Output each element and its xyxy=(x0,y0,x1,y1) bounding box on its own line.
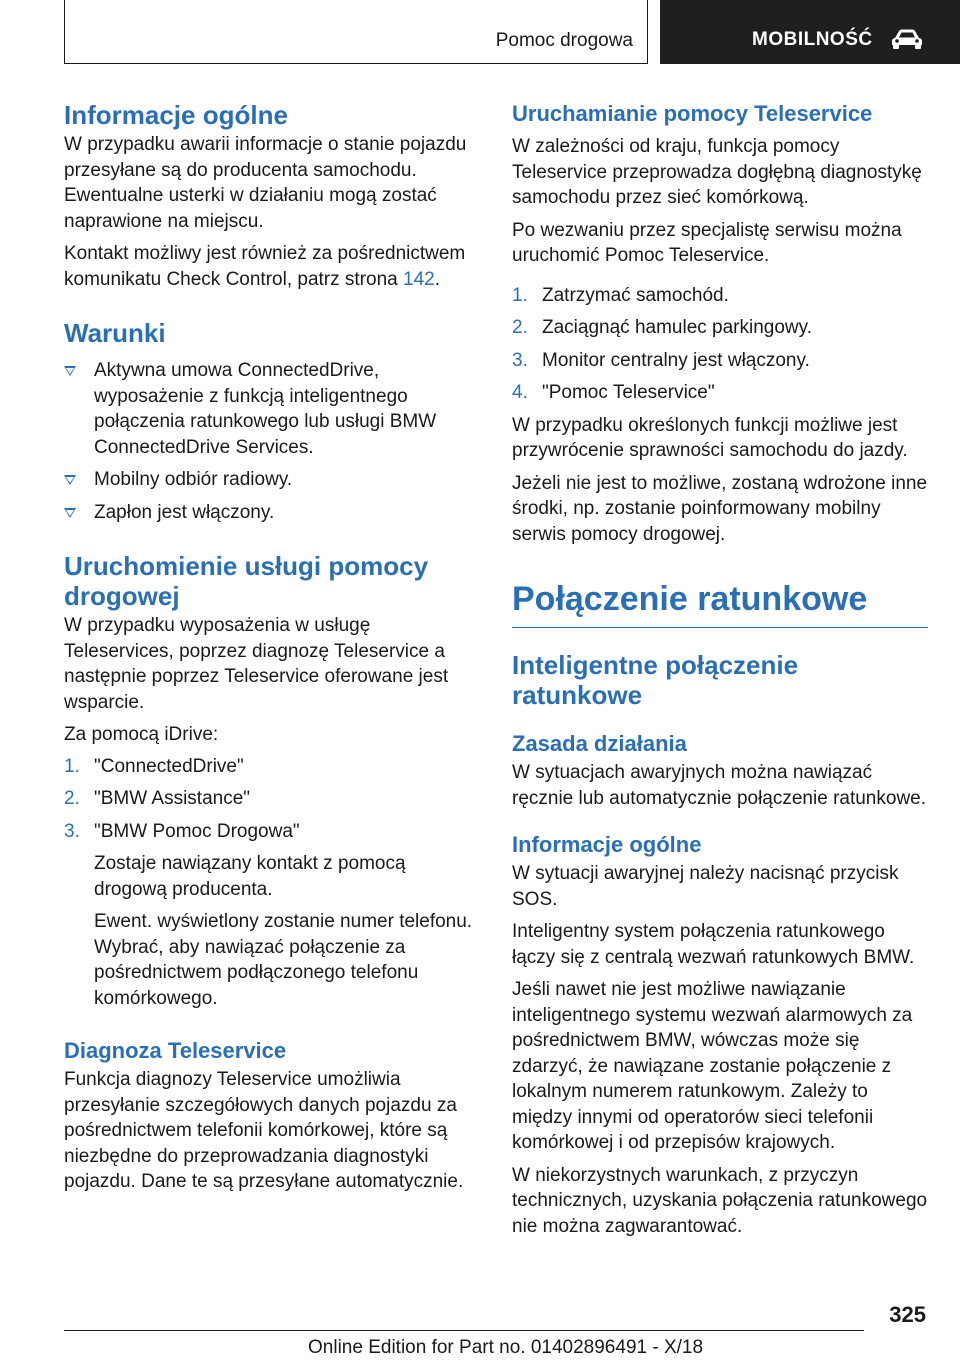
heading-intelligent-emergency-call: Inteligentne połączenie ratunkowe xyxy=(512,650,799,710)
list-item: 2. Zaciągnąć hamulec parkingowy. xyxy=(512,317,813,338)
step3-paragraph-1: Zostaje nawiązany kontakt z pomocą drogową producenta. xyxy=(94,853,406,900)
heading-conditions: Warunki xyxy=(64,318,166,348)
teleservice-steps-list xyxy=(512,283,928,406)
heading-general-info-2: Informacje ogólne xyxy=(512,832,702,857)
list-item: Mobilny odbiór radiowy. xyxy=(64,467,480,493)
right-column xyxy=(512,100,928,1239)
paragraph-diagnosis: Funkcja diagnozy Teleservice umożliwia przesyłanie szczegółowych danych pojazdu za pośrednictwem telefonii komórkowej, które są niezbędne do przeprowadzania diagnostyki pojazdu. Dane te są przesyłane automatycznie. xyxy=(64,1069,464,1192)
triangle-bullet-icon xyxy=(64,508,76,518)
heading-diagnosis: Diagnoza Teleservice xyxy=(64,1038,287,1063)
heading-start-teleservice: Uruchamianie pomocy Teleservice xyxy=(512,101,873,126)
list-item: 2. "BMW Assistance" xyxy=(64,788,251,809)
list-item: 1. Zatrzymać samochód. xyxy=(512,284,729,306)
paragraph-teleservice-3: W przypadku określonych funkcji możliwe jest przywrócenie sprawności samochodu do jazdy. xyxy=(512,414,908,461)
footer-divider xyxy=(64,1330,864,1331)
header-section-box xyxy=(64,0,648,64)
paragraph-principle: W sytuacjach awaryjnych można nawiązać ręcznie lub automatycznie połączenie ratunkowe. xyxy=(512,762,927,809)
header-chapter-box xyxy=(660,0,960,64)
header-section-title: Pomoc drogowa xyxy=(495,30,633,51)
triangle-bullet-icon xyxy=(64,475,76,485)
paragraph-teleservice-2: Po wezwaniu przez specjalistę serwisu można uruchomić Pomoc Teleservice. xyxy=(512,219,902,266)
list-item: 3. Monitor centralny jest włączony. xyxy=(512,349,810,371)
list-item: 3. "BMW Pomoc Drogowa" xyxy=(64,820,300,842)
heading-principle: Zasada działania xyxy=(512,731,687,756)
paragraph-general-info2-1: W sytuacji awaryjnej należy nacisnąć przycisk SOS. xyxy=(512,863,899,910)
steps-list xyxy=(64,754,480,845)
list-item: 4. "Pomoc Teleservice" xyxy=(512,382,715,403)
list-item: Aktywna umowa ConnectedDrive, wyposażenie z funkcją inteligentnego połączenia ratunkowego lub usługi BMW ConnectedDrive Services. xyxy=(64,358,480,460)
paragraph-start-service-1: W przypadku wyposażenia w usługę Teleservices, poprzez diagnozę Teleservice a następnie poprzez Teleservice oferowane jest wsparcie. xyxy=(64,615,449,713)
header-chapter-title: MOBILNOŚĆ xyxy=(752,29,873,50)
list-item: 1. "ConnectedDrive" xyxy=(64,755,244,777)
heading-start-service: Uruchomienie usługi pomocy drogowej xyxy=(64,551,429,611)
heading-general-info: Informacje ogólne xyxy=(64,100,288,130)
triangle-bullet-icon xyxy=(64,366,76,376)
list-item: Zapłon jest włączony. xyxy=(64,500,480,526)
heading-emergency-call: Połączenie ratunkowe xyxy=(512,580,868,618)
page-link-142[interactable]: 142 xyxy=(403,268,435,290)
paragraph-general-info-2: Kontakt możliwy jest również za pośrednictwem komunikatu Check Control, patrz strona 142. xyxy=(64,243,466,290)
paragraph-general-info2-2: Inteligentny system połączenia ratunkowego łączy się z centralą wezwań ratunkowych BMW. xyxy=(512,921,915,968)
paragraph-general-info-1: W przypadku awarii informacje o stanie pojazdu przesyłane są do producenta samochodu. Ewentualne usterki w działaniu mogą zostać naprawione na miejscu. xyxy=(64,134,467,232)
footer-edition: Online Edition for Part no. 01402896491 - X/18 xyxy=(308,1337,704,1358)
paragraph-general-info2-4: W niekorzystnych warunkach, z przyczyn technicznych, uzyskania połączenia ratunkowego nie można zagwarantować. xyxy=(512,1164,928,1237)
paragraph-start-service-2: Za pomocą iDrive: xyxy=(64,724,219,745)
conditions-list xyxy=(64,358,480,525)
paragraph-teleservice-1: W zależności od kraju, funkcja pomocy Teleservice przeprowadza dogłębną diagnostykę samochodu przez sieć komórkową. xyxy=(512,136,922,208)
car-icon xyxy=(890,28,924,50)
paragraph-teleservice-4: Jeżeli nie jest to możliwe, zostaną wdrożone inne środki, np. zostanie poinformowany mobilny serwis pomocy drogowej. xyxy=(512,472,928,545)
left-column xyxy=(64,100,480,1195)
step3-paragraph-2: Ewent. wyświetlony zostanie numer telefonu. Wybrać, aby nawiązać połączenie za pośrednictwem podłączonego telefonu komórkowego. xyxy=(94,911,473,1009)
paragraph-general-info2-3: Jeśli nawet nie jest możliwe nawiązanie inteligentnego systemu wezwań alarmowych za pośrednictwem BMW, wówczas może się zdarzyć, że nawiązane zostanie połączenie z lokalnym numerem ratunkowym. Zależy to między innymi od operatorów sieci telefonii komórkowej i od przepisów krajowych. xyxy=(512,979,913,1153)
page-number: 325 xyxy=(889,1302,926,1327)
